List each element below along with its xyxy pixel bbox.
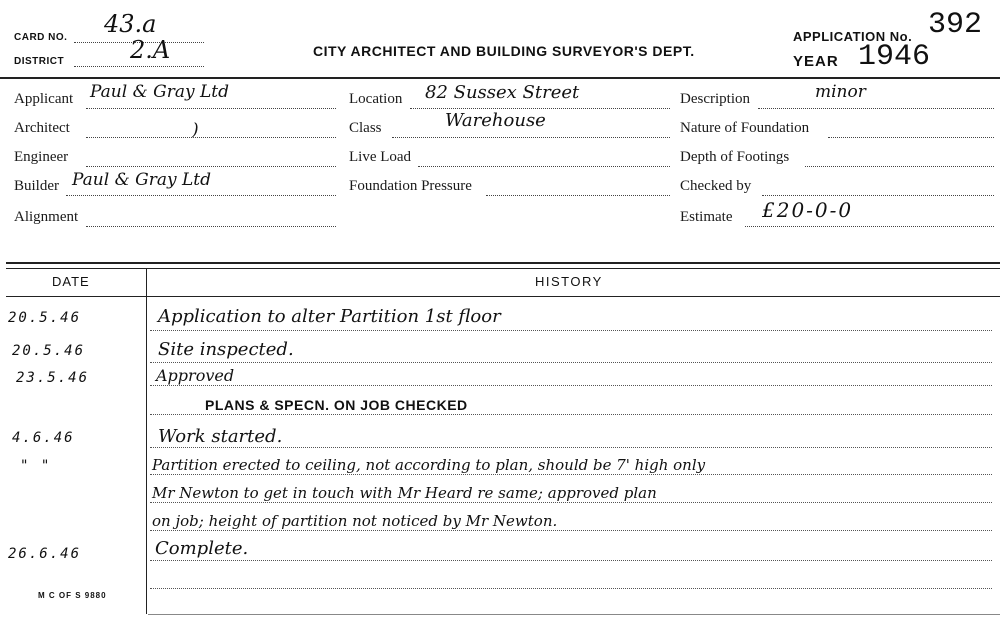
class-value: Warehouse	[445, 110, 546, 131]
history-row-text: Application to alter Partition 1st floor	[158, 306, 501, 327]
alignment-line	[86, 226, 336, 227]
history-row-date: 20.5.46	[12, 343, 86, 359]
architect-line	[86, 137, 336, 138]
district-line	[74, 66, 204, 67]
applicant-label: Applicant	[14, 91, 74, 107]
builder-value: Paul & Gray Ltd	[72, 170, 211, 190]
history-rule	[150, 474, 992, 475]
live-load-line	[418, 166, 670, 167]
dept-title: CITY ARCHITECT AND BUILDING SURVEYOR'S DEPT.	[313, 43, 695, 59]
history-row-date: 26.6.46	[8, 546, 82, 562]
header-rule	[0, 77, 1000, 79]
alignment-label: Alignment	[14, 209, 79, 225]
history-rule	[150, 385, 992, 386]
district-value: 2.A	[130, 36, 171, 64]
builder-label: Builder	[14, 178, 59, 194]
table-top-rule	[6, 262, 1000, 264]
builder-line	[66, 195, 336, 196]
applicant-value: Paul & Gray Ltd	[90, 82, 229, 102]
foundation-pressure-label: Foundation Pressure	[349, 178, 472, 194]
history-rule	[150, 530, 992, 531]
checked-line	[762, 195, 994, 196]
history-row-date: " "	[20, 458, 52, 474]
description-value: minor	[815, 82, 866, 102]
print-code: M C OF S 9880	[38, 591, 107, 600]
table-header-rule	[6, 296, 1000, 297]
engineer-label: Engineer	[14, 149, 69, 165]
foundation-pressure-line	[486, 195, 670, 196]
history-row-text: Partition erected to ceiling, not according to plan, should be 7' high only	[152, 456, 706, 474]
live-load-label: Live Load	[349, 149, 412, 165]
class-line	[392, 137, 670, 138]
location-label: Location	[349, 91, 403, 107]
district-label: DISTRICT	[14, 56, 65, 67]
class-label: Class	[349, 120, 382, 136]
architect-value: )	[192, 120, 199, 140]
history-row-text: on job; height of partition not noticed by Mr Newton.	[152, 512, 558, 530]
engineer-line	[86, 166, 336, 167]
history-row-date: 23.5.46	[16, 370, 90, 386]
description-line	[758, 108, 994, 109]
estimate-label: Estimate	[680, 209, 733, 225]
history-column-header: HISTORY	[535, 274, 603, 289]
nature-line	[828, 137, 994, 138]
history-row-date: 20.5.46	[8, 310, 82, 326]
history-row-text: Mr Newton to get in touch with Mr Heard re same; approved plan	[152, 484, 657, 502]
description-label: Description	[680, 91, 750, 107]
table-top-rule-2	[6, 268, 1000, 269]
history-rule	[150, 588, 992, 589]
history-rule	[150, 362, 992, 363]
architect-label: Architect	[14, 120, 70, 136]
estimate-value: £20-0-0	[762, 198, 854, 222]
history-row-text: Approved	[156, 366, 235, 385]
applicant-line	[86, 108, 336, 109]
history-row-stamp: PLANS & SPECN. ON JOB CHECKED	[205, 397, 468, 413]
year-value: 1946	[858, 40, 931, 74]
history-rule	[150, 560, 992, 561]
date-column-divider	[146, 269, 147, 614]
checked-label: Checked by	[680, 178, 752, 194]
history-row-text: Work started.	[158, 426, 283, 447]
nature-label: Nature of Foundation	[680, 120, 810, 136]
history-rule	[150, 502, 992, 503]
bottom-edge	[148, 614, 1000, 615]
history-row-text: Site inspected.	[158, 339, 294, 360]
application-label: APPLICATION No.	[793, 29, 913, 44]
history-row-date: 4.6.46	[12, 430, 75, 446]
application-value: 392	[928, 8, 983, 42]
card-no-value: 43.a	[104, 10, 157, 38]
card-no-label: CARD NO.	[14, 32, 68, 43]
year-label: YEAR	[793, 53, 839, 70]
history-rule	[150, 414, 992, 415]
depth-line	[805, 166, 994, 167]
date-column-header: DATE	[52, 274, 90, 289]
history-rule	[150, 447, 992, 448]
estimate-line	[745, 226, 994, 227]
history-row-text: Complete.	[155, 538, 249, 559]
history-rule	[150, 330, 992, 331]
depth-label: Depth of Footings	[680, 149, 790, 165]
location-value: 82 Sussex Street	[425, 82, 580, 103]
location-line	[410, 108, 670, 109]
